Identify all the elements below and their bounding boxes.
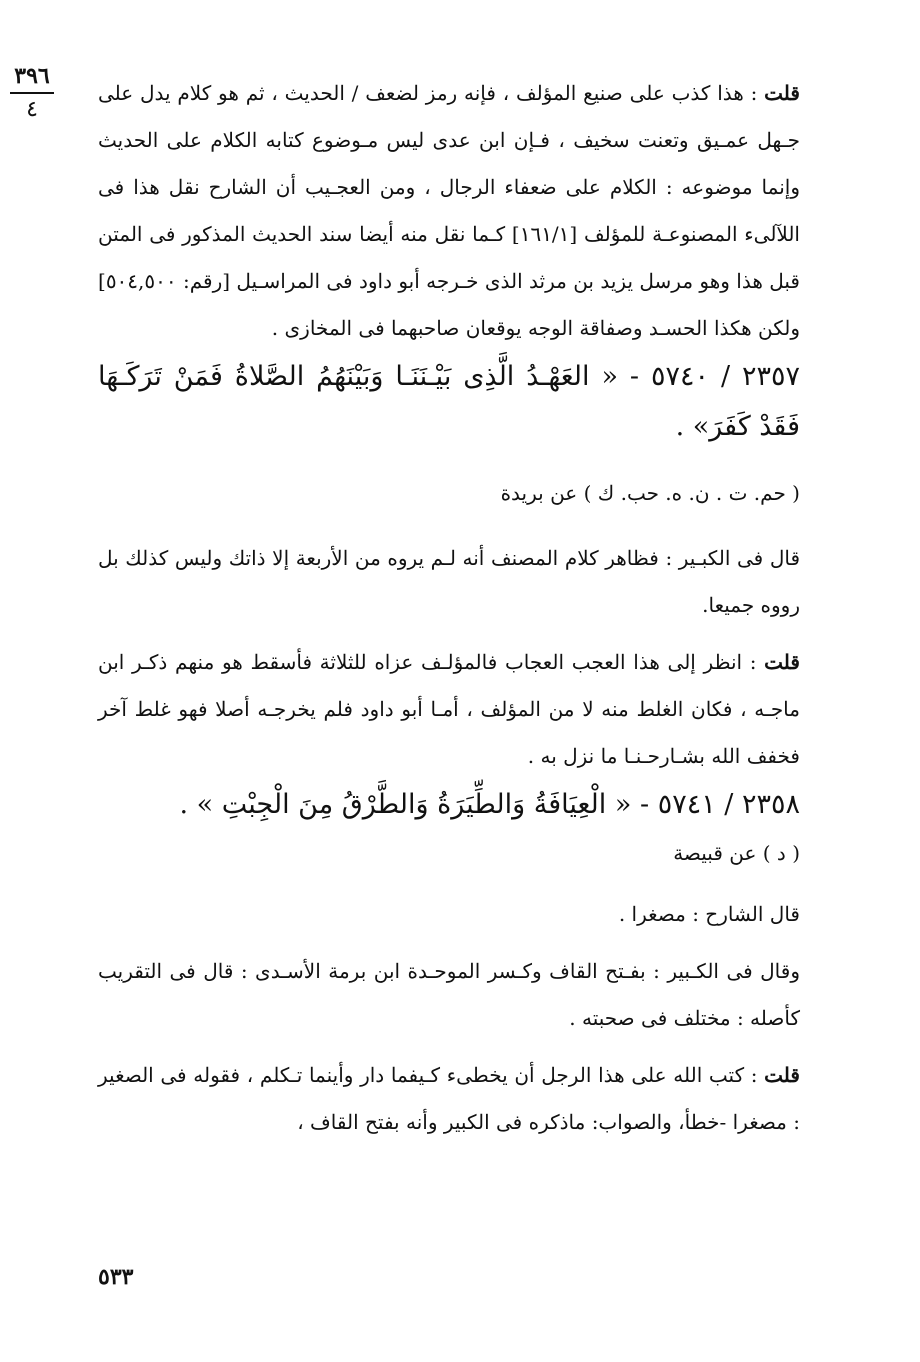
hadith-text: « العَهْـدُ الَّذِى بَيْـنَنَـا وَبَيْنَهُمُ الصَّلاةُ فَمَنْ تَرَكَـهَا فَقَدْ كَفَرَ» . — [98, 361, 800, 442]
paragraph-commentary-5: وقال فى الكـبير : بفـتح القاف وكـسر الموحـدة ابن برمة الأسـدى : قال فى التقريب كأصله : مختلف فى صحبته . — [98, 959, 800, 1030]
paragraph-lead-word: قلت — [764, 81, 800, 105]
margin-reference — [6, 62, 58, 124]
hadith-source-2357: ( حم. ت . ن. ه. حب. ك ) عن بريدة — [500, 481, 800, 505]
hadith-text: « الْعِيَافَةُ وَالطِّيَرَةُ وَالطَّرْقُ مِنَ الْجِبْتِ » . — [179, 789, 632, 820]
hadith-number: ٢٣٥٧ / ٥٧٤٠ - — [617, 361, 800, 392]
margin-reference-volume: ٤ — [26, 97, 38, 122]
paragraph-commentary-4: قال الشارح : مصغرا . — [618, 902, 800, 926]
paragraph-text: : كتب الله على هذا الرجل أن يخطىء كـيفما دار وأينما تـكلم ، فقوله فى الصغير : مصغرا -خطأ، والصواب: ماذكره فى الكبير وأنه بفتح القاف ، — [98, 1063, 800, 1134]
hadith-entry-2357 — [98, 352, 800, 452]
page-number: ٥٣٣ — [98, 1264, 134, 1290]
paragraph-commentary-1 — [98, 70, 800, 352]
hadith-entry-2358 — [98, 780, 800, 830]
paragraph-text: : انظر إلى هذا العجب العجاب فالمؤلـف عزاه للثلاثة فأسقط هو منهم ذكـر ابن ماجـه ، فكان الغلط منه لا من المؤلف ، أمـا أبو داود فلم يخرجـه أصلا فهو غلط آخر فخفف الله بشـارحـنـا ما نزل به . — [98, 650, 800, 768]
margin-reference-number: ٣٩٦ — [14, 63, 50, 89]
paragraph-commentary-2: قال فى الكبـير : فظاهر كلام المصنف أنه لـم يروه من الأربعة إلا ذاتك وليس كذلك بل رووه جميعا. — [98, 546, 800, 617]
margin-reference-rule — [10, 92, 54, 94]
paragraph-lead-word: قلت — [764, 1063, 800, 1087]
paragraph-commentary-6 — [98, 1052, 800, 1146]
page-body — [98, 70, 800, 1146]
paragraph-text: : هذا كذب على صنيع المؤلف ، فإنه رمز لضعف / الحديث ، ثم هو كلام يدل على جـهل عمـيق وتعنت سخيف ، فـإن ابن عدى ليس مـوضوع كتابه الكلام على الحديث وإنما موضوعه : الكلام على ضعفاء الرجال ، ومن العجـيب أن الشارح نقل هذا فى اللآلىء المصنوعـة للمؤلف [١٦١/١] كـما نقل منه أيضا سند الحديث المذكور فى المتن قبل هذا وهو مرسل يزيد بن مرثد الذى خـرجه أبو داود فى المراسـيل [رقم: ٥٠٤,٥٠٠] ولكن هكذا الحسـد وصفاقة الوجه يوقعان صاحبهما فى المخازى . — [98, 81, 800, 340]
hadith-number: ٢٣٥٨ / ٥٧٤١ - — [631, 789, 800, 820]
hadith-source-2358: ( د ) عن قبيصة — [673, 841, 800, 865]
paragraph-lead-word: قلت — [764, 650, 800, 674]
paragraph-commentary-3 — [98, 639, 800, 780]
